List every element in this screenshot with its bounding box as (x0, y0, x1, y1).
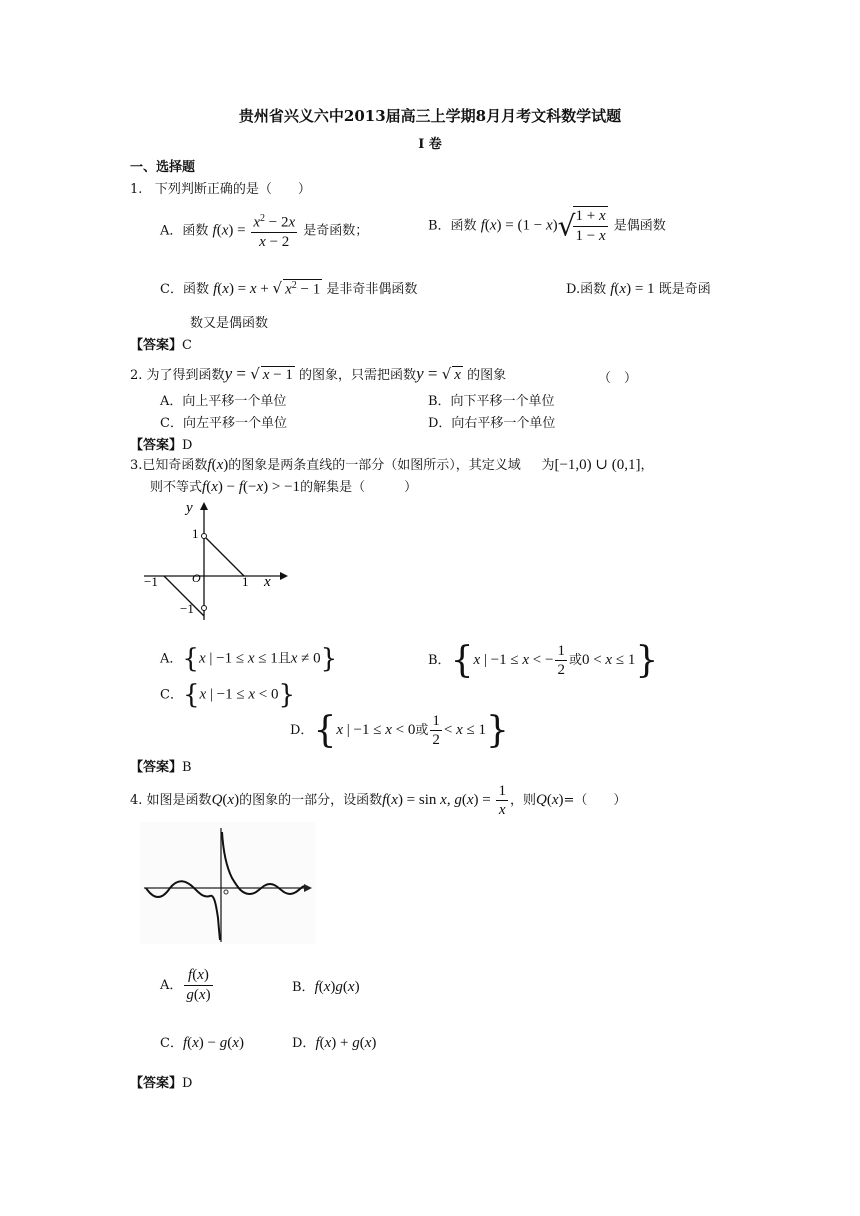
q3-stem-line2: 则不等式f(x) − f(−x) > −1的解集是（ ） (150, 479, 418, 495)
q3-y-label: y (186, 500, 193, 516)
q3-answer: 【答案】B (130, 760, 192, 775)
q4-graph (140, 822, 315, 944)
q3-stem-line1: 3.已知奇函数f(x)的图象是两条直线的一部分（如图所示），其定义域 为[−1,0) ∪ (0,1]， (130, 457, 654, 473)
q4-graph-bg (140, 822, 315, 944)
q4-answer: 【答案】D (130, 1076, 193, 1091)
q4-origin-marker (224, 890, 228, 894)
q2-answer: 【答案】D (130, 438, 193, 453)
q1-answer: 【答案】C (130, 338, 192, 353)
q4-option-d: D．f(x) + g(x) (292, 1035, 377, 1051)
q2-option-a: A．向上平移一个单位 (160, 394, 287, 409)
q3-y-arrow-icon (200, 502, 208, 510)
q3-x-arrow-icon (280, 572, 288, 580)
q3-tick-1-right: 1 (242, 574, 249, 589)
section-heading: 一、选择题 (130, 160, 196, 175)
q1-option-b: B．函数 f(x) = (1 − x)√ $\frac{1 + x}{1 - x}$ 是偶函数 (428, 208, 666, 244)
q1-stem: 1. 下列判断正确的是（ ） (130, 182, 311, 197)
q4-option-c: C．f(x) − g(x) (160, 1035, 244, 1051)
q3-option-c: C．{x | −1 ≤ x < 0} (160, 680, 296, 710)
q2-paren: （ ） (598, 371, 638, 386)
q3-option-d: D．{x | −1 ≤ x < 0或 $\frac{1}{2}$ < x ≤ 1} (290, 710, 509, 751)
q3-origin: O (192, 571, 201, 585)
volume-label: I 卷 (418, 137, 442, 152)
q3-option-a: A．{x | −1 ≤ x ≤ 1且x ≠ 0} (160, 644, 338, 674)
q2-stem: 2. 为了得到函数y = √ x − 1 的图象，只需把函数y = √ x 的图象 (130, 364, 507, 383)
q3-tick-neg1-bottom: −1 (180, 601, 194, 616)
q3-open-point-bottom (202, 606, 207, 611)
q4-option-a: A． $\frac{f(x)}{g(x)}$ (160, 967, 211, 1003)
q4-option-b: B．f(x)g(x) (292, 979, 360, 995)
q3-graph (140, 496, 290, 626)
q1-option-a: A．函数 f(x) = $\frac{x^2 - 2x}{x - 2}$ 是奇函数； (160, 210, 368, 252)
q1-option-d: D.函数 f(x) = 1 既是奇函 (566, 281, 711, 297)
q2-option-d: D．向右平移一个单位 (428, 416, 556, 431)
q2-option-b: B．向下平移一个单位 (428, 394, 555, 409)
q3-right-segment (204, 536, 244, 576)
q3-tick-neg1-left: −1 (144, 574, 158, 589)
q1-option-d-cont: 数又是偶函数 (190, 316, 269, 331)
q4-stem: 4. 如图是函数Q(x)的图象的一部分，设函数f(x) = sin x, g(x) = $\frac{1}{x}$ ，则Q(x)=（ ） (130, 783, 627, 818)
q2-option-c: C．向左平移一个单位 (160, 416, 287, 431)
q3-option-b: B．{x | −1 ≤ x < − $\frac{1}{2}$ 或0 < x ≤ 1} (428, 640, 659, 681)
page-title: 贵州省兴义六中2013届高三上学期8月月考文科数学试题 (238, 107, 622, 125)
q3-tick-1-top: 1 (192, 526, 199, 541)
q3-x-label: x (264, 574, 271, 590)
q1-option-c: C．函数 f(x) = x + √ $x^2 - 1$ 是非奇非偶函数 (160, 279, 418, 297)
q3-open-point-top (202, 534, 207, 539)
